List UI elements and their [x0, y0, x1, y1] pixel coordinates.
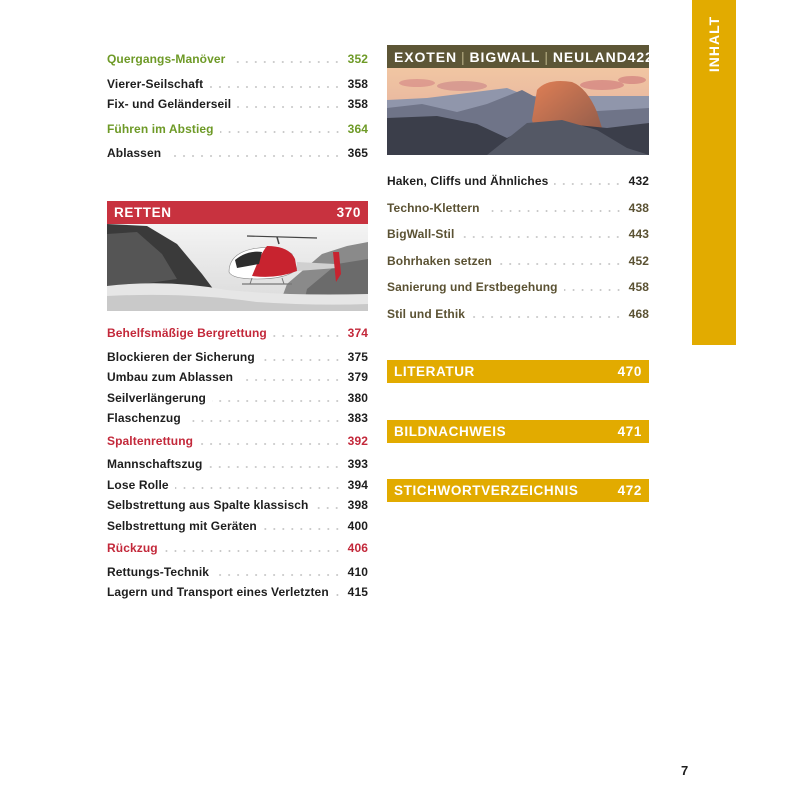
dot-leader: [208, 466, 341, 468]
dot-leader: [215, 574, 342, 576]
section-title: BILDNACHWEIS: [394, 424, 507, 439]
dot-leader: [460, 236, 622, 238]
helicopter-photo: [107, 224, 368, 311]
half-dome-photo: [387, 68, 649, 155]
toc-entry-title: Umbau zum Ablassen: [107, 370, 234, 384]
toc-entry-title: Quergangs-Manöver: [107, 52, 226, 66]
toc-entry-page: 400: [347, 518, 368, 533]
toc-entry-title: Lose Rolle: [107, 477, 169, 492]
retten-entries: [107, 323, 368, 603]
toc-entry-page: 394: [347, 477, 368, 492]
toc-entry-title: Mannschaftszug: [107, 457, 203, 471]
toc-entry-title: Selbstrettung mit Geräten: [107, 518, 257, 533]
toc-entry-title: Blockieren der Sicherung: [107, 349, 255, 364]
toc-entry[interactable]: [107, 119, 368, 140]
dot-leader: [263, 528, 342, 530]
toc-entry-page: 398: [347, 498, 368, 512]
toc-entry[interactable]: [107, 562, 368, 583]
dot-leader: [167, 155, 342, 157]
toc-entry-page: 438: [628, 200, 649, 215]
toc-entry[interactable]: [387, 251, 649, 272]
toc-entry[interactable]: [107, 323, 368, 344]
section-exoten: [387, 45, 654, 324]
toc-entry-page: 406: [347, 541, 368, 555]
section-banner-bildnachweis[interactable]: [387, 420, 649, 443]
dot-leader: [554, 183, 622, 185]
appendix-literatur: [387, 360, 649, 383]
section-page: 370: [336, 205, 361, 220]
toc-entry-title: Bohrhaken setzen: [387, 253, 492, 268]
toc-entry-page: 364: [347, 121, 368, 136]
title-separator: |: [544, 48, 549, 65]
section-side-tab: [692, 0, 736, 345]
toc-entry-page: 365: [347, 146, 368, 160]
toc-entry-title: Führen im Abstieg: [107, 121, 214, 136]
toc-entry-title: Lagern und Transport eines Verletzten: [107, 585, 329, 599]
dot-leader: [187, 420, 342, 422]
toc-entry[interactable]: [107, 143, 368, 164]
toc-entry-title: Techno-Klettern: [387, 200, 480, 215]
toc-entry-title: Behelfsmäßige Bergrettung: [107, 326, 267, 340]
section-title: LITERATUR: [394, 364, 475, 379]
dot-leader: [261, 359, 342, 361]
toc-entry-title: Sanierung und Erstbegehung: [387, 280, 558, 294]
toc-entry[interactable]: [107, 582, 368, 603]
page-number: 7: [681, 763, 689, 778]
toc-entry[interactable]: [107, 347, 368, 368]
mountain-image: [387, 68, 649, 155]
toc-entry-page: 379: [347, 370, 368, 384]
section-banner-stichwortverzeichnis[interactable]: [387, 479, 649, 502]
section-title-part: EXOTEN: [394, 48, 457, 65]
section-title-part: NEULAND: [552, 48, 628, 65]
toc-entry-title: Selbstrettung aus Spalte klassisch: [107, 498, 309, 512]
section-page: 472: [617, 483, 642, 498]
toc-entry-page: 358: [347, 97, 368, 111]
toc-entry[interactable]: [387, 171, 649, 192]
toc-entry-page: 352: [347, 52, 368, 66]
toc-entry-page: 383: [347, 411, 368, 425]
appendix-stichwortverzeichnis: [387, 479, 649, 502]
section-banner-exoten[interactable]: [387, 45, 654, 68]
dot-leader: [486, 210, 623, 212]
dot-leader: [209, 86, 341, 88]
dot-leader: [273, 335, 342, 337]
toc-entry-title: Haken, Cliffs und Ähnliches: [387, 174, 549, 188]
toc-entry[interactable]: [107, 495, 368, 516]
helicopter-image: [107, 224, 368, 311]
toc-entry-title: Seilverlängerung: [107, 390, 206, 405]
section-title: [394, 49, 628, 65]
dot-leader: [231, 61, 341, 63]
toc-entry[interactable]: [107, 475, 368, 496]
section-title: RETTEN: [114, 205, 172, 220]
section-banner-retten[interactable]: [107, 201, 368, 224]
toc-entry[interactable]: [107, 388, 368, 409]
toc-entry-title: Spaltenrettung: [107, 433, 194, 448]
toc-entry-page: 380: [347, 390, 368, 405]
toc-entry-page: 458: [628, 280, 649, 294]
toc-entry-title: Rettungs-Technik: [107, 564, 210, 579]
side-tab-label: INHALT: [706, 15, 722, 73]
toc-entry-title: Fix- und Geländerseil: [107, 97, 232, 111]
section-title-part: BIGWALL: [469, 48, 541, 65]
toc-entry[interactable]: [387, 277, 649, 298]
toc-entry[interactable]: [107, 74, 368, 95]
toc-entry[interactable]: [107, 94, 368, 115]
title-separator: |: [460, 48, 466, 65]
dot-leader: [164, 550, 342, 552]
toc-entry[interactable]: [387, 304, 649, 325]
toc-entry-title: Rückzug: [107, 541, 158, 555]
toc-entry[interactable]: [107, 538, 368, 559]
section-page: 470: [617, 364, 642, 379]
toc-entry[interactable]: [107, 431, 368, 452]
dot-leader: [335, 594, 342, 596]
dot-leader: [220, 131, 342, 133]
dot-leader: [175, 487, 342, 489]
toc-entry[interactable]: [387, 224, 649, 245]
dot-leader: [239, 379, 342, 381]
toc-entry-page: 415: [347, 585, 368, 599]
toc-entry-page: 432: [628, 174, 649, 188]
toc-entry-title: Stil und Ethik: [387, 306, 466, 321]
toc-entry[interactable]: [107, 454, 368, 475]
toc-entry-page: 358: [347, 76, 368, 91]
toc-entry-page: 374: [347, 326, 368, 340]
dot-leader: [237, 106, 342, 108]
toc-entry-title: BigWall-Stil: [387, 227, 455, 241]
toc-entry-page: 468: [628, 306, 649, 321]
toc-entry[interactable]: [107, 516, 368, 537]
dot-leader: [212, 400, 342, 402]
toc-entry-title: Flaschenzug: [107, 411, 181, 425]
section-title: STICHWORTVERZEICHNIS: [394, 483, 579, 498]
section-page: 422: [627, 48, 654, 65]
dot-leader: [564, 289, 623, 291]
dot-leader: [471, 316, 623, 318]
dot-leader: [498, 263, 623, 265]
dot-leader: [314, 507, 341, 509]
toc-entry[interactable]: [387, 198, 649, 219]
toc-entry-page: 452: [628, 253, 649, 268]
toc-entry-page: 410: [347, 564, 368, 579]
section-banner-literatur[interactable]: [387, 360, 649, 383]
exoten-entries: [387, 171, 649, 324]
toc-entry-title: Vierer-Seilschaft: [107, 76, 204, 91]
dot-leader: [199, 443, 342, 445]
toc-entry[interactable]: [107, 49, 368, 70]
toc-entry[interactable]: [107, 408, 368, 429]
toc-entry[interactable]: [107, 367, 368, 388]
section-page: 471: [617, 424, 642, 439]
toc-entry-page: 375: [347, 349, 368, 364]
appendix-bildnachweis: [387, 420, 649, 443]
toc-entry-title: Ablassen: [107, 146, 162, 160]
left-top-entries: [107, 49, 368, 164]
toc-entry-page: 392: [347, 433, 368, 448]
section-retten: [107, 201, 368, 603]
toc-entry-page: 443: [628, 227, 649, 241]
toc-entry-page: 393: [347, 457, 368, 471]
